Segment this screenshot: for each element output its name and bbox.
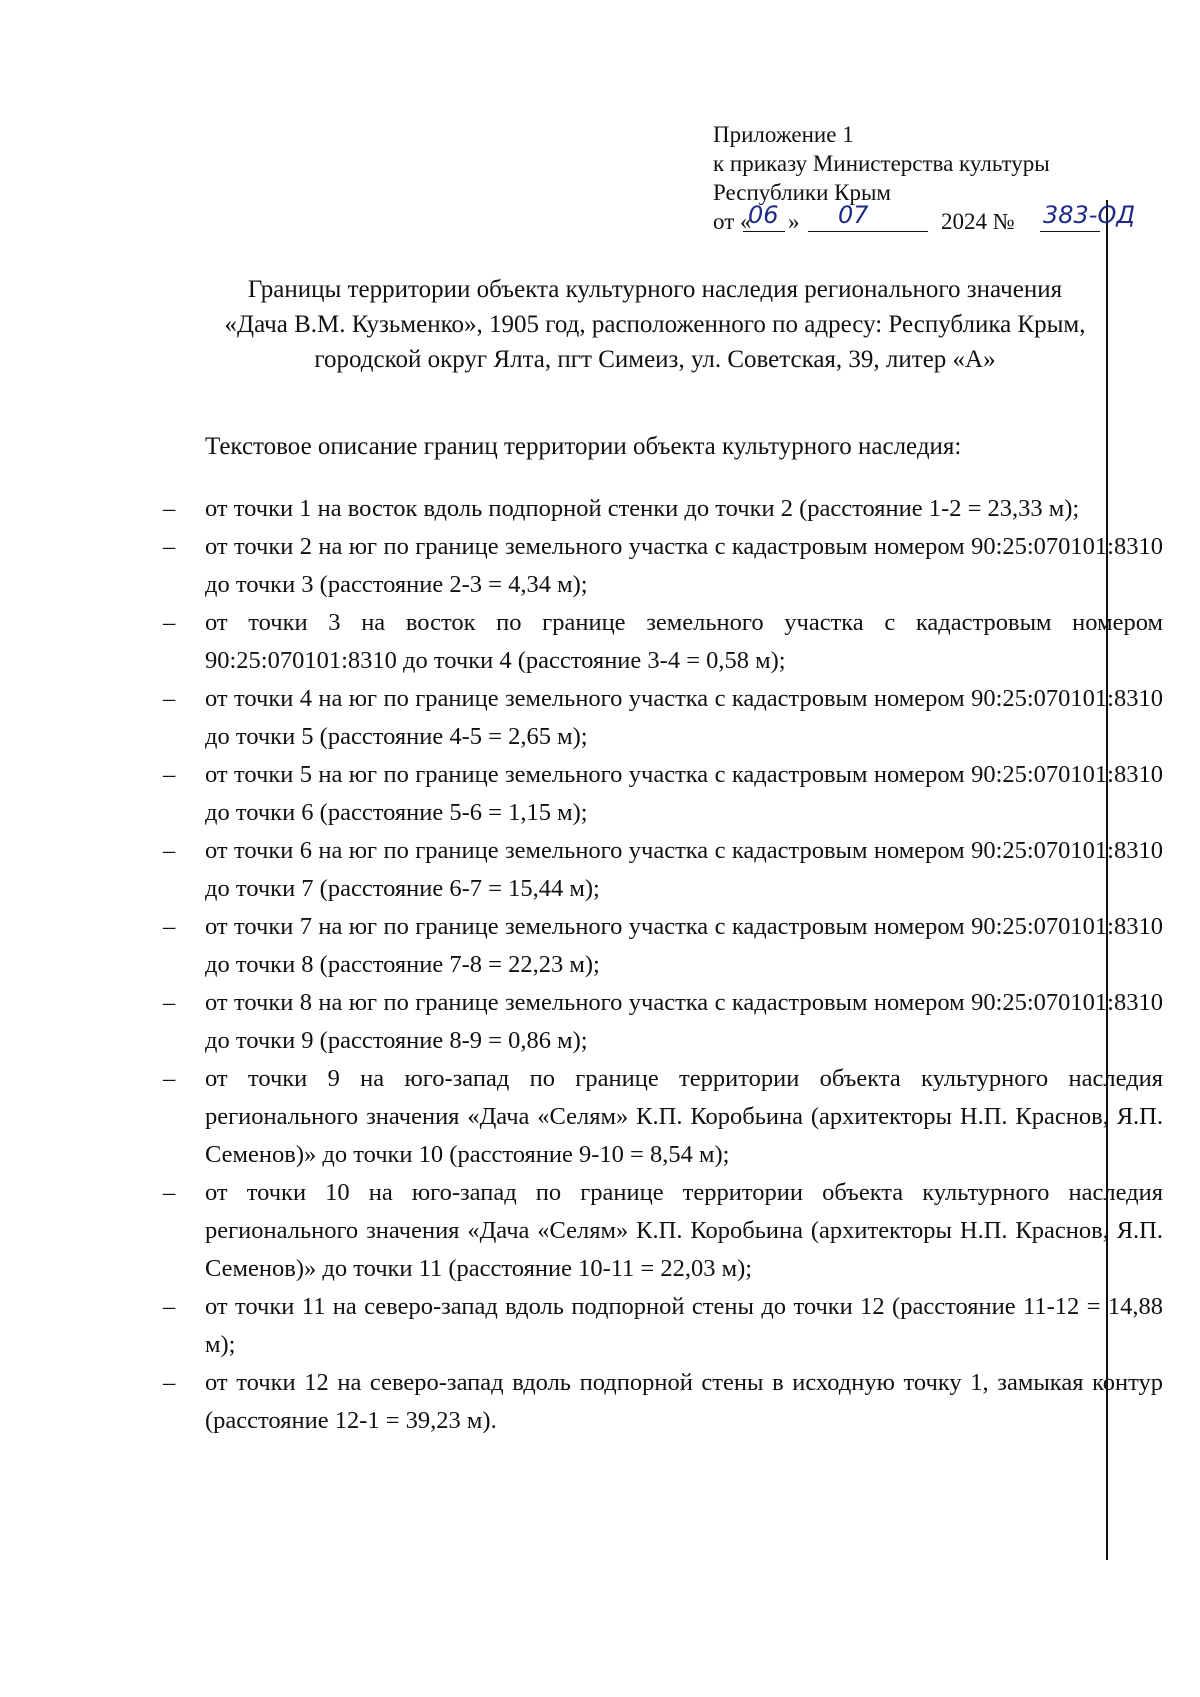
- list-item-text: от точки 3 на восток по границе земельного участка с кадастровым номером 90:25:070101:8310 до точки 4 (расстояние 3-4 = 0,58 м);: [205, 609, 1163, 674]
- day-underline: [743, 231, 785, 232]
- title-line-3: городской округ Ялта, пгт Симеиз, ул. Советская, 39, литер «А»: [314, 346, 996, 373]
- appendix-line-2: к приказу Министерства культуры: [713, 151, 1050, 176]
- list-dash: –: [163, 913, 176, 940]
- handwritten-day: 06: [748, 201, 779, 229]
- list-item: [163, 832, 1163, 908]
- list-item: [163, 1364, 1163, 1440]
- list-item-text: от точки 2 на юг по границе земельного участка с кадастровым номером 90:25:070101:8310 до точки 3 (расстояние 2-3 = 4,34 м);: [205, 533, 1163, 598]
- list-item-text: от точки 12 на северо-запад вдоль подпорной стены в исходную точку 1, замыкая контур (расстояние 12-1 = 39,23 м).: [205, 1369, 1163, 1434]
- list-item: [163, 680, 1163, 756]
- list-item-text: от точки 11 на северо-запад вдоль подпорной стены до точки 12 (расстояние 11-12 = 14,88 м);: [205, 1293, 1163, 1358]
- number-underline: [1040, 231, 1100, 232]
- order-date-row: [713, 201, 1183, 236]
- list-dash: –: [163, 533, 176, 560]
- list-item: [163, 908, 1163, 984]
- list-dash: –: [163, 761, 176, 788]
- list-item-text: от точки 8 на юг по границе земельного участка с кадастровым номером 90:25:070101:8310 до точки 9 (расстояние 8-9 = 0,86 м);: [205, 989, 1163, 1054]
- appendix-header: [713, 120, 1183, 236]
- list-dash: –: [163, 685, 176, 712]
- list-item: [163, 604, 1163, 680]
- list-dash: –: [163, 1293, 176, 1320]
- day-suffix: »: [788, 209, 800, 234]
- list-item-text: от точки 10 на юго-запад по границе территории объекта культурного наследия регионального значения «Дача «Селям» К.П. Коробьина (архитекторы Н.П. Краснов, Я.П. Семенов)» до точки 11 (расстояние 10-11 = 22,03 м);: [205, 1179, 1163, 1282]
- appendix-line-1: Приложение 1: [713, 122, 854, 147]
- list-dash: –: [163, 989, 176, 1016]
- list-dash: –: [163, 1065, 176, 1092]
- list-dash: –: [163, 837, 176, 864]
- list-item: [163, 1288, 1163, 1364]
- handwritten-month: 07: [838, 201, 869, 229]
- list-dash: –: [163, 1369, 176, 1396]
- appendix-line-3: Республики Крым: [713, 180, 891, 205]
- list-dash: –: [163, 1179, 176, 1206]
- list-item: [163, 1060, 1163, 1174]
- section-heading: Текстовое описание границ территории объекта культурного наследия:: [205, 433, 962, 460]
- year-and-number-label: 2024 №: [941, 209, 1015, 234]
- list-item-text: от точки 9 на юго-запад по границе территории объекта культурного наследия регионального значения «Дача «Селям» К.П. Коробьина (архитекторы Н.П. Краснов, Я.П. Семенов)» до точки 10 (расстояние 9-10 = 8,54 м);: [205, 1065, 1163, 1168]
- list-item: [163, 490, 1163, 528]
- title-line-2: «Дача В.М. Кузьменко», 1905 год, расположенного по адресу: Республика Крым,: [224, 311, 1086, 338]
- list-item: [163, 984, 1163, 1060]
- list-item: [163, 528, 1163, 604]
- list-item-text: от точки 6 на юг по границе земельного участка с кадастровым номером 90:25:070101:8310 до точки 7 (расстояние 6-7 = 15,44 м);: [205, 837, 1163, 902]
- list-item: [163, 1174, 1163, 1288]
- list-item: [163, 756, 1163, 832]
- list-dash: –: [163, 495, 176, 522]
- list-item-text: от точки 5 на юг по границе земельного участка с кадастровым номером 90:25:070101:8310 до точки 6 (расстояние 5-6 = 1,15 м);: [205, 761, 1163, 826]
- date-prefix: от «: [713, 209, 752, 234]
- list-dash: –: [163, 609, 176, 636]
- handwritten-order-number: 383-ОД: [1043, 201, 1136, 229]
- document-title: [140, 272, 1170, 377]
- list-item-text: от точки 4 на юг по границе земельного участка с кадастровым номером 90:25:070101:8310 до точки 5 (расстояние 4-5 = 2,65 м);: [205, 685, 1163, 750]
- list-item-text: от точки 7 на юг по границе земельного участка с кадастровым номером 90:25:070101:8310 до точки 8 (расстояние 7-8 = 22,23 м);: [205, 913, 1163, 978]
- list-item-text: от точки 1 на восток вдоль подпорной стенки до точки 2 (расстояние 1-2 = 23,33 м);: [205, 495, 1080, 522]
- title-line-1: Границы территории объекта культурного наследия регионального значения: [247, 276, 1063, 303]
- month-underline: [808, 231, 928, 232]
- boundary-segment-list: [163, 490, 1163, 1440]
